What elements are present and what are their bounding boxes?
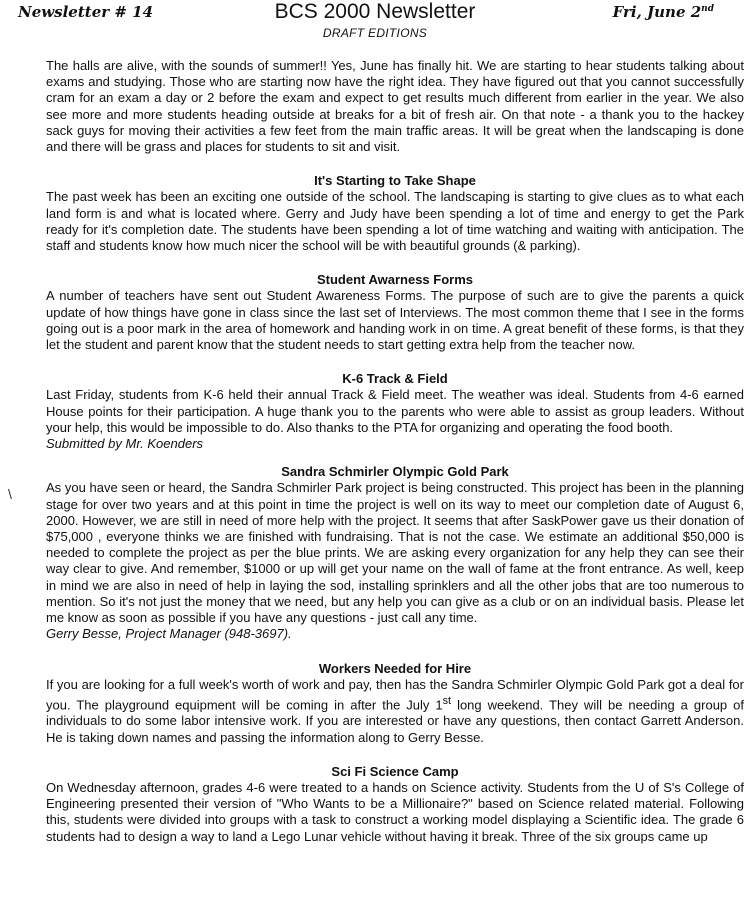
issue-number: Newsletter # 14 xyxy=(18,3,154,21)
body-text-part: If you are looking for a full week's worth of work and pay, then has the Sandra Schmirler Olympic Gold Park got a deal for you. The playground equipment will be coming in after the July 1 xyxy=(46,676,744,713)
margin-mark: \ xyxy=(8,486,12,502)
section-body: On Wednesday afternoon, grades 4-6 were treated to a hands on Science activity. Students from the U of S's College of Engineering presented their version of "Who Wants to be a Millionaire?" based on Science related material. Following this, students were divided into groups with a task to construct a working model displaying a Scientific idea. The grade 6 students had to design a way to land a Lego Lunar vehicle without having it break. Three of the six groups came up xyxy=(46,780,744,844)
section-signature: Submitted by Mr. Koenders xyxy=(46,436,204,452)
section-title: K-6 Track & Field xyxy=(342,371,448,387)
ordinal-suffix: st xyxy=(442,694,452,707)
issue-date-suffix: nd xyxy=(701,4,714,14)
section-title: Sandra Schmirler Olympic Gold Park xyxy=(281,464,509,480)
section-body: Last Friday, students from K-6 held their annual Track & Field meet. The weather was ideal. Students from 4-6 earned House points for their participation. A huge thank you to the parents who were able to assist as group leaders. Without your help, this would be impossible to do. Also thanks to the PTA for organizing and operating the food booth. xyxy=(46,387,744,435)
section-awareness-forms xyxy=(46,272,744,353)
section-gold-park xyxy=(46,464,744,642)
section-track-field xyxy=(46,371,744,452)
draft-label: DRAFT EDITIONS xyxy=(322,26,428,40)
section-science-camp xyxy=(46,764,744,845)
section-body xyxy=(46,677,744,746)
section-title: Sci Fi Science Camp xyxy=(331,763,459,779)
section-signature: Gerry Besse, Project Manager (948-3697). xyxy=(46,626,292,642)
section-body: The past week has been an exciting one outside of the school. The landscaping is starting to give clues as to what each land form is and what is located where. Gerry and Judy have been spending a lot of time and energy to get the Park ready for it's completion date. The students have been spending a lot of time watching and waiting with anticipation. The staff and students know how much nicer the school will be with beautiful grounds (& parking). xyxy=(46,189,744,254)
section-title: It's Starting to Take Shape xyxy=(314,173,476,189)
section-workers xyxy=(46,661,744,746)
newsletter-title: BCS 2000 Newsletter xyxy=(274,0,476,23)
section-body: As you have seen or heard, the Sandra Schmirler Park project is being constructed. This project has been in the planning stage for over two years and at this point in time the project is well on its way to meet our completion date of August 6, 2000. However, we are still in need of more help with the project. It seems that after SaskPower gave us their donation of $75,000 , everyone thinks we are finished with fundraising. That is not the case. We estimate an additional $50,000 is needed to complete the project as per the blue prints. We are asking every organization for any help they can see their way clear to give. And remember, $1000 or up will get your name on the wall of fame at the front entrance. As well, keep in mind we are also in need of help in laying the sod, installing sprinklers and all the other jobs that are too numerous to mention. So it's not just the money that we need, but any help you can give as a club or on an individual basis. Please let me know as soon as possible if you have any questions - just call any time. xyxy=(46,480,744,626)
newsletter-body xyxy=(46,58,744,845)
intro-paragraph: The halls are alive, with the sounds of summer!! Yes, June has finally hit. We are starting to hear students talking about exams and studying. Those who are starting now have the right idea. They have figured out that you cannot successfully cram for an exam a day or 2 before the exam and expect to get results much different from earlier in the year. We also see more and more students heading outside at breaks for a bit of fresh air. On that note - a thank you to the hackey sack guys for moving their activities a few feet from the main traffic areas. It will be great when the landscaping is done and there will be grass and places for students to sit and visit. xyxy=(46,58,744,155)
section-title: Student Awarness Forms xyxy=(316,272,474,288)
section-title: Workers Needed for Hire xyxy=(318,660,472,676)
section-shape xyxy=(46,173,744,254)
body-text-part: long weekend. They will be needing a group of individuals to do some labor intensive work. If you are interested or have any questions, then contact Garrett Anderson. He is taking down names and passing the information along to Gerry Besse. xyxy=(46,697,744,745)
issue-date xyxy=(613,3,714,21)
issue-date-text: Fri, June 2 xyxy=(612,3,702,21)
section-body: A number of teachers have sent out Student Awareness Forms. The purpose of such are to give the parents a quick update of how things have gone in class since the last set of Interviews. The most common theme that I see in the forms going out is a poor mark in the area of homework and handing work in on time. A great benefit of these forms, is that they let the student and parent know that the student needs to start getting extra help from the teacher now. xyxy=(46,288,744,353)
